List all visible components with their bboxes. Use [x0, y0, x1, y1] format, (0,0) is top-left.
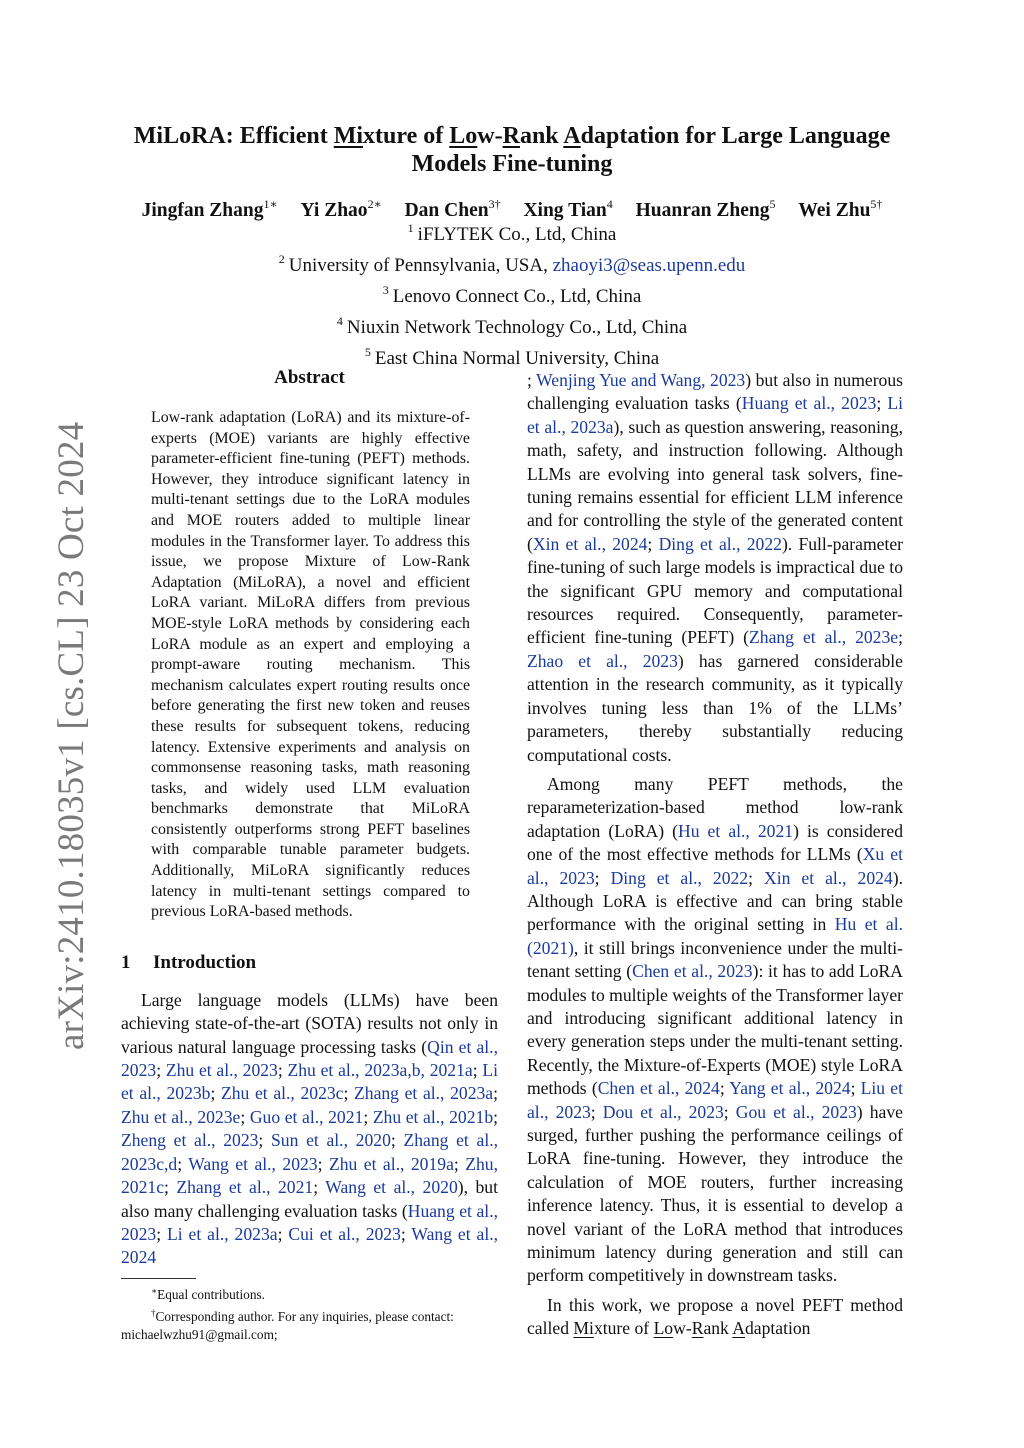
- text-run: ;: [156, 1060, 166, 1081]
- citation-link[interactable]: Wang et al., 2020: [325, 1177, 458, 1198]
- text-run: ;: [277, 1060, 288, 1081]
- footnote-divider: [121, 1278, 196, 1279]
- author: Xing Tian$^4$: [523, 197, 613, 221]
- text-run: ;: [898, 627, 903, 648]
- intro-paragraph: [527, 773, 903, 1288]
- text-run: ), but also many challenging evaluation tasks (: [121, 1177, 498, 1221]
- citation-link[interactable]: Hu et al., 2021: [677, 820, 794, 841]
- affiliation: $^1$ iFLYTEK Co., Ltd, China: [407, 221, 617, 245]
- text-run: ). Although LoRA is effective and can bring stable performance with the original setting in: [527, 867, 904, 935]
- text-run: ;: [850, 1078, 861, 1099]
- text-run: ank: [703, 1318, 733, 1339]
- text-run: Among many PEFT methods, the reparameterization-based method low-rank adaptation (LoRA) (: [527, 773, 903, 841]
- text-run: ;: [400, 1223, 412, 1244]
- citation-link[interactable]: Zhu et al., 2021b: [372, 1106, 494, 1127]
- text-run: ) is considered one of the most effective methods for LLMs (: [527, 820, 904, 865]
- text-run: ;: [453, 1153, 466, 1174]
- citation-link[interactable]: Zhao et al., 2023: [527, 650, 678, 671]
- citation-link[interactable]: Dou et al., 2023: [602, 1101, 724, 1122]
- text-run: ;: [177, 1153, 189, 1174]
- citation-link[interactable]: Zhu et al., 2019a: [328, 1153, 454, 1174]
- citation-link[interactable]: Qin et al., 2023: [121, 1036, 498, 1081]
- text-run: ;: [876, 393, 888, 414]
- text-run: ;: [493, 1106, 499, 1127]
- text-run: daptation: [745, 1318, 811, 1339]
- text-run: ;: [590, 1101, 603, 1122]
- abstract-heading: Abstract: [274, 367, 345, 388]
- affiliation: $^2$ University of Pennsylvania, USA, zhaoyi3@seas.upenn.edu: [278, 252, 746, 276]
- author: Dan Chen$^{3\dagger}$: [404, 197, 501, 221]
- intro-paragraph-continued: [527, 369, 903, 767]
- arxiv-identifier-stamp: arXiv:2410.18035v1 [cs.CL] 23 Oct 2024: [51, 421, 92, 1050]
- citation-link[interactable]: Xin et al., 2024: [532, 533, 648, 554]
- intro-paragraph: [527, 1294, 903, 1341]
- text-run: In this work, we propose a novel PEFT method called: [527, 1294, 903, 1339]
- footnote: michaelwzhu91@gmail.com;: [121, 1326, 278, 1342]
- author: Wei Zhu$^{5\dagger}$: [798, 197, 883, 221]
- author: Yi Zhao$^{2∗}$: [300, 197, 382, 221]
- citation-link[interactable]: Zhu et al., 2023c: [221, 1083, 344, 1104]
- text-run: w-: [673, 1318, 692, 1339]
- citation-link[interactable]: Gou et al., 2023: [735, 1101, 857, 1122]
- citation-link[interactable]: Chen et al., 2023: [632, 961, 753, 982]
- citation-link[interactable]: Wang et al., 2024: [121, 1223, 499, 1268]
- email-link[interactable]: zhaoyi3@seas.upenn.edu: [552, 255, 746, 276]
- citation-link[interactable]: Zhu et al., 2023: [165, 1060, 278, 1081]
- text-run: ;: [258, 1130, 272, 1151]
- citation-link[interactable]: Zhu, 2021c: [121, 1153, 498, 1198]
- underlined-acronym-letters: R: [691, 1318, 704, 1339]
- text-run: ;: [472, 1060, 483, 1081]
- text-run: ;: [647, 533, 659, 554]
- text-run: ): it has to add LoRA modules to multiple weights of the Transformer layer and introducing significant additional latency in every generation steps under the multi-tenant setting. Recently, the Mixture-of-Experts (MOE) style LoRA methods (: [527, 961, 903, 1099]
- citation-link[interactable]: Yang et al., 2024: [729, 1078, 851, 1099]
- abstract-text: Low-rank adaptation (LoRA) and its mixture-of-experts (MOE) variants are highly effective parameter-efficient fine-tuning (PEFT) methods. However, they introduce significant latency in multi-tenant settings due to the LoRA modules and MOE routers added to multiple linear modules in the Transformer layer. To address this issue, we propose Mixture of Low-Rank Adaptation (MiLoRA), a novel and efficient LoRA variant. MiLoRA differs from previous MOE-style LoRA methods by considering each LoRA module as an expert and employing a prompt-aware routing mechanism. This mechanism calculates expert routing results once before generating the first new token and reuses these results for subsequent tokens, reducing latency. Extensive experiments and analysis on commonsense reasoning tasks, math reasoning tasks, and widely used LLM evaluation benchmarks demonstrate that MiLoRA consistently outperforms strong PEFT baselines with comparable tunable parameter budgets. Additionally, MiLoRA significantly reduces latency in multi-tenant settings compared to previous LoRA-based methods.: [151, 409, 470, 921]
- underlined-acronym-letters: Lo: [653, 1318, 674, 1339]
- author: Jingfan Zhang$^{1∗}$: [141, 197, 278, 221]
- citation-link[interactable]: Li et al., 2023a: [167, 1223, 278, 1244]
- footnote: †Corresponding author. For any inquiries, please contact:: [151, 1307, 454, 1324]
- citation-link[interactable]: Huang et al., 2023: [741, 393, 877, 414]
- left-column: [121, 366, 498, 1344]
- text-run: ;: [156, 1223, 167, 1244]
- affiliation: $^3$ Lenovo Connect Co., Ltd, China: [382, 283, 642, 307]
- affiliation: $^5$ East China Normal University, China: [364, 345, 660, 369]
- underlined-acronym-letters: A: [732, 1318, 745, 1339]
- text-run: ;: [210, 1083, 222, 1104]
- right-column: [527, 369, 903, 1341]
- text-run: ;: [594, 867, 611, 888]
- text-run: ) but also in numerous challenging evaluation tasks (: [527, 370, 903, 414]
- text-run: ) has garnered considerable attention in the research community, as it typically involves tuning less than 1% of the LLMs’ parameters, thereby substantially reducing computational costs.: [527, 650, 903, 765]
- author: Huanran Zheng$^5$: [635, 197, 776, 221]
- text-run: ;: [240, 1106, 250, 1127]
- citation-link[interactable]: Liu et al., 2023: [527, 1078, 903, 1122]
- paper-title: MiLoRA: Efficient Mixture of Low-Rank Adaptation for Large Language Models Fine-tuning: [133, 123, 891, 177]
- footnote: ∗Equal contributions.: [151, 1285, 265, 1302]
- citation-link[interactable]: Ding et al., 2022: [610, 867, 749, 888]
- citation-link[interactable]: Wang et al., 2023: [188, 1153, 318, 1174]
- text-run: ;: [313, 1177, 326, 1198]
- citation-link[interactable]: Hu et al. (2021): [527, 914, 904, 958]
- citation-link[interactable]: Zhu et al., 2023a,b, 2021a: [287, 1060, 473, 1081]
- citation-link[interactable]: Zhang et al., 2023c,d: [121, 1130, 499, 1174]
- citation-link[interactable]: Xin et al., 2024: [764, 867, 893, 888]
- citation-link[interactable]: Li et al., 2023a: [527, 393, 903, 437]
- text-run: ;: [493, 1083, 498, 1104]
- underlined-acronym-letters: Mi: [573, 1318, 594, 1339]
- intro-paragraph: [121, 989, 498, 1270]
- affiliation: $^4$ Niuxin Network Technology Co., Ltd, China: [336, 314, 688, 338]
- text-run: ). Full-parameter fine-tuning of such large models is impractical due to the significant GPU memory and computational resources required. Consequently, parameter-efficient fine-tuning (PEFT) (: [527, 533, 903, 648]
- text-run: ;: [317, 1153, 329, 1174]
- citation-link[interactable]: Chen et al., 2024: [597, 1078, 720, 1099]
- affiliation-list: [100, 216, 924, 371]
- citation-link[interactable]: Ding et al., 2022: [658, 533, 782, 554]
- citation-link[interactable]: Zheng et al., 2023: [121, 1130, 259, 1151]
- text-run: ;: [343, 1083, 355, 1104]
- text-run: xture of: [593, 1318, 654, 1339]
- citation-link[interactable]: Zhang et al., 2021: [176, 1177, 314, 1198]
- text-run: ;: [390, 1130, 404, 1151]
- citation-link[interactable]: Sun et al., 2020: [271, 1130, 391, 1151]
- citation-link[interactable]: Li et al., 2023b: [121, 1060, 498, 1104]
- citation-link[interactable]: Zhang et al., 2023a: [354, 1083, 494, 1104]
- citation-link[interactable]: Cui et al., 2023: [288, 1223, 401, 1244]
- section-heading: 1 Introduction: [121, 951, 257, 973]
- text-run: ;: [164, 1177, 177, 1198]
- citation-link[interactable]: Huang et al., 2023: [121, 1200, 498, 1244]
- citation-link[interactable]: Wenjing Yue and Wang, 2023: [536, 370, 746, 390]
- text-run: ;: [363, 1106, 373, 1127]
- text-run: ;: [723, 1101, 736, 1122]
- citation-link[interactable]: Xu et al., 2023: [527, 844, 903, 888]
- citation-link[interactable]: Guo et al., 2021: [249, 1106, 364, 1127]
- text-run: Large language models (LLMs) have been achieving state-of-the-art (SOTA) results not only in various natural language processing tasks (: [121, 989, 498, 1057]
- text-run: ;: [527, 370, 537, 390]
- text-run: ;: [277, 1223, 289, 1244]
- text-run: ) have surged, further pushing the performance ceilings of LoRA fine-tuning. However, they introduce the calculation of MOE routers, further increasing inference latency. Thus, it is essential to develop a novel variant of the LoRA method that introduces minimum latency during generation and still can perform competitively in downstream tasks.: [527, 1101, 903, 1286]
- citation-link[interactable]: Zhu et al., 2023e: [121, 1106, 241, 1127]
- citation-link[interactable]: Zhang et al., 2023e: [749, 627, 899, 648]
- text-run: ;: [719, 1078, 730, 1099]
- text-run: , it still brings inconvenience under the multi-tenant setting (: [527, 937, 903, 982]
- text-run: ;: [748, 867, 764, 888]
- text-run: ), such as question answering, reasoning, math, safety, and instruction following. Although LLMs are evolving into general task solvers, fine-tuning remains essential for efficient LLM inference and for controlling the style of the generated content (: [527, 416, 904, 554]
